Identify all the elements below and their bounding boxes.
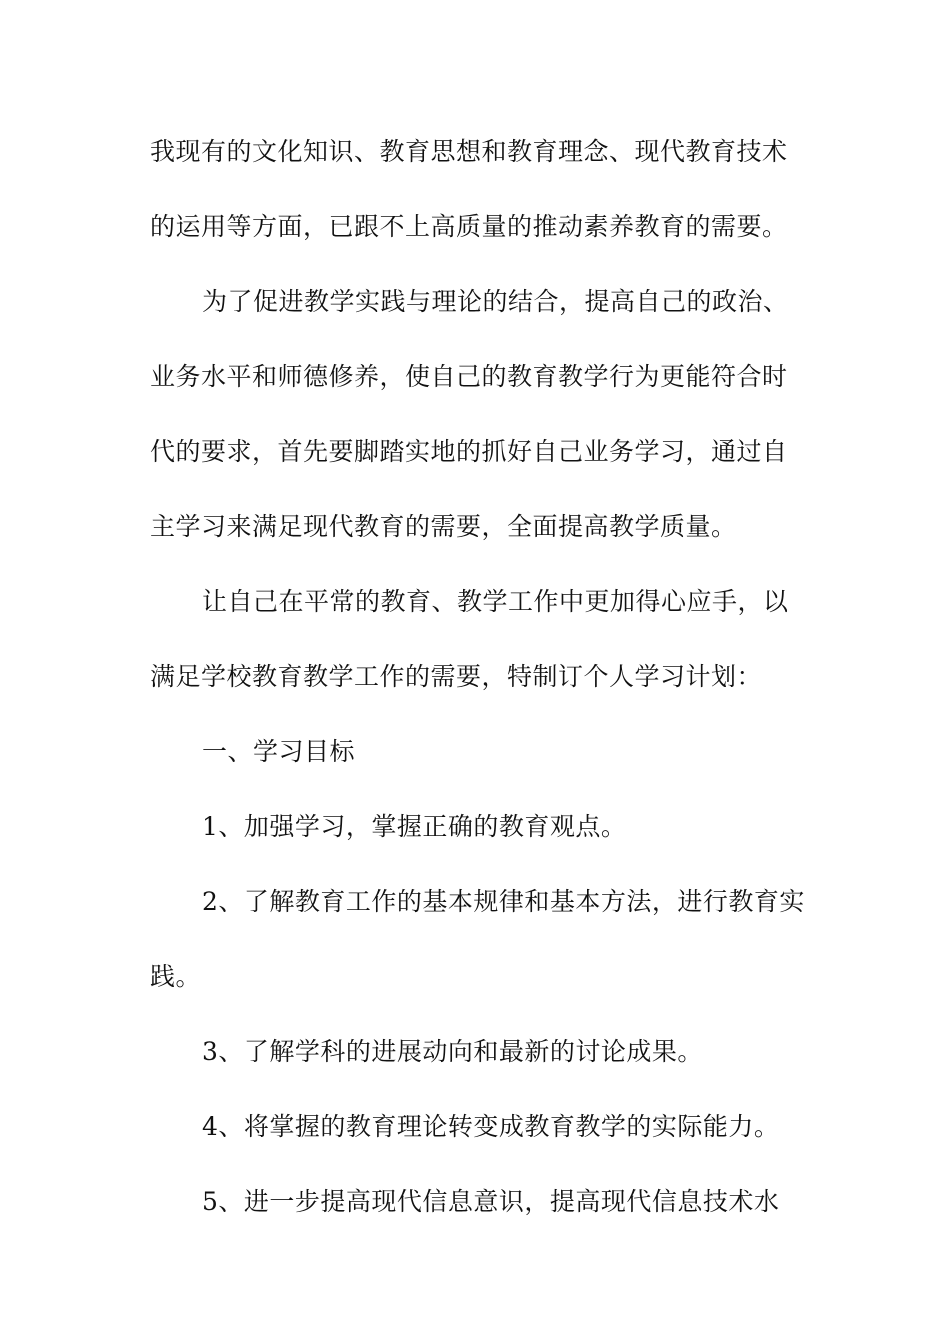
- list-item: 1、加强学习，掌握正确的教育观点。: [202, 812, 627, 841]
- list-item: 5、进一步提高现代信息意识，提高现代信息技术水: [202, 1187, 780, 1216]
- text-line: 我现有的文化知识、教育思想和教育理念、现代教育技术: [150, 137, 788, 166]
- text-line: 满足学校教育教学工作的需要，特制订个人学习计划：: [150, 662, 763, 691]
- text-line: 让自己在平常的教育、教学工作中更加得心应手，以: [202, 587, 789, 616]
- list-item: 4、将掌握的教育理论转变成教育教学的实际能力。: [202, 1112, 780, 1141]
- text-line: 业务水平和师德修养，使自己的教育教学行为更能符合时: [150, 362, 788, 391]
- text-line: 为了促进教学实践与理论的结合，提高自己的政治、: [202, 287, 789, 316]
- text-line: 主学习来满足现代教育的需要，全面提高教学质量。: [150, 512, 737, 541]
- section-heading: 一、学习目标: [202, 737, 356, 766]
- list-item: 2、了解教育工作的基本规律和基本方法，进行教育实: [202, 887, 805, 916]
- text-line: 践。: [150, 962, 202, 991]
- text-line: 的运用等方面，已跟不上高质量的推动素养教育的需要。: [150, 212, 788, 241]
- text-line: 代的要求，首先要脚踏实地的抓好自己业务学习，通过自: [150, 437, 788, 466]
- list-item: 3、了解学科的进展动向和最新的讨论成果。: [202, 1037, 703, 1066]
